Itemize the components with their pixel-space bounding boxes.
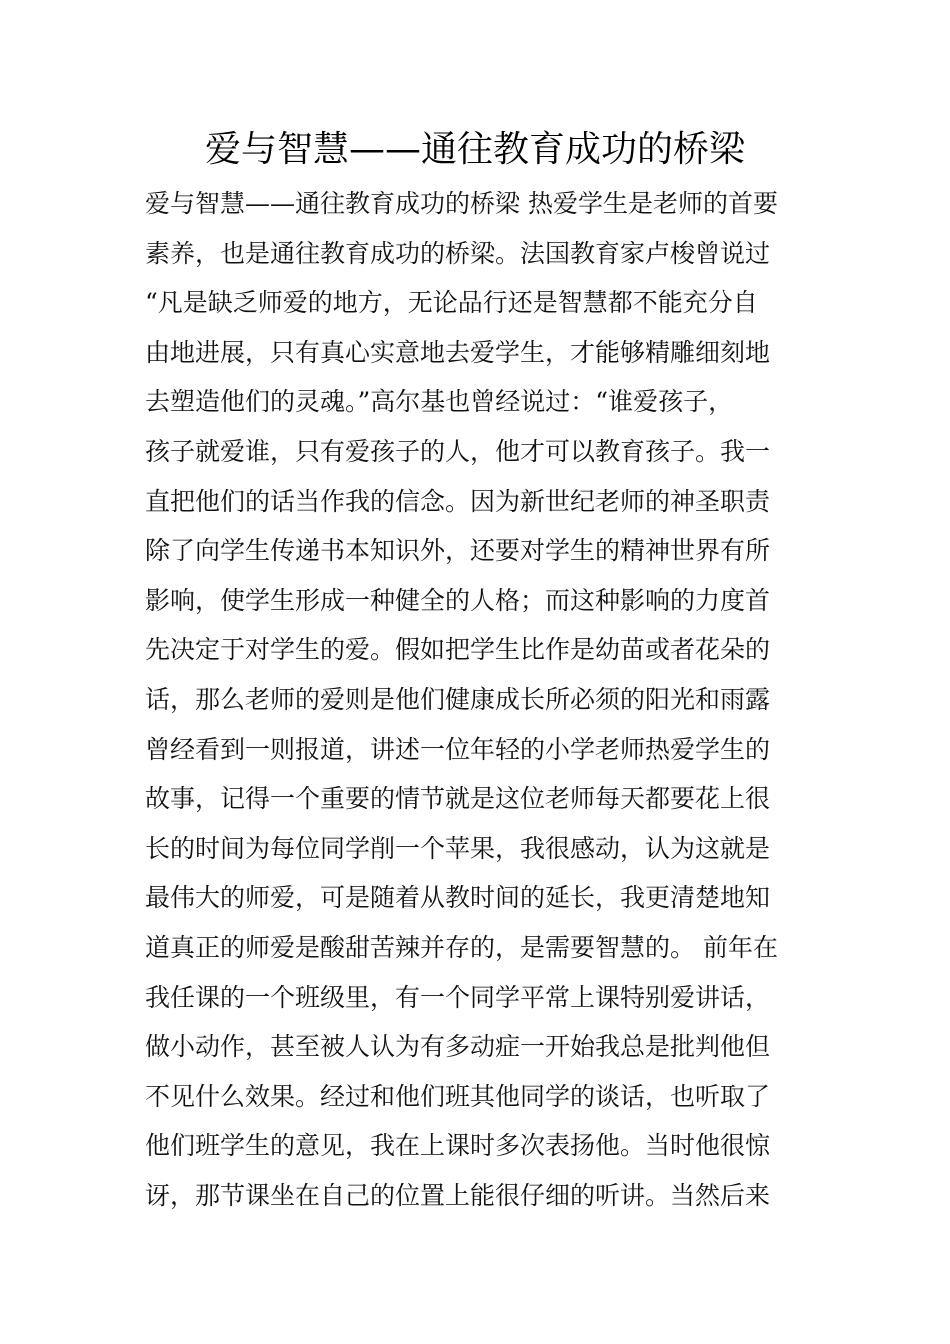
text-line: 故事，记得一个重要的情节就是这位老师每天都要花上很 xyxy=(145,784,771,814)
text-line: 素养，也是通往教育成功的桥梁。法国教育家卢梭曾说过 xyxy=(145,238,771,268)
document-body xyxy=(145,179,810,1220)
text-line: 不见什么效果。经过和他们班其他同学的谈话，也听取了 xyxy=(145,1081,771,1111)
text-line: 道真正的师爱是酸甜苦辣并存的，是需要智慧的。 前年在 xyxy=(145,932,778,962)
document-title: 爱与智慧——通往教育成功的桥梁 xyxy=(204,129,745,170)
text-line: 除了向学生传递书本知识外，还要对学生的精神世界有所 xyxy=(145,536,771,566)
text-line: 影响，使学生形成一种健全的人格；而这种影响的力度首 xyxy=(145,585,771,615)
text-line: 他们班学生的意见，我在上课时多次表扬他。当时他很惊 xyxy=(145,1131,771,1161)
text-line: 直把他们的话当作我的信念。因为新世纪老师的神圣职责 xyxy=(145,486,771,516)
text-line: 最伟大的师爱，可是随着从教时间的延长，我更清楚地知 xyxy=(145,883,771,913)
text-line: 长的时间为每位同学削一个苹果，我很感动，认为这就是 xyxy=(145,833,771,863)
text-line: “凡是缺乏师爱的地方，无论品行还是智慧都不能充分自 xyxy=(145,288,758,318)
text-line: 先决定于对学生的爱。假如把学生比作是幼苗或者花朵的 xyxy=(145,635,771,665)
text-line: 去塑造他们的灵魂。”高尔基也曾经说过：“谁爱孩子， xyxy=(145,387,734,417)
text-line: 做小动作，甚至被人认为有多动症一开始我总是批判他但 xyxy=(145,1032,771,1062)
text-line: 话，那么老师的爱则是他们健康成长所必须的阳光和雨露 xyxy=(145,684,771,714)
text-line: 曾经看到一则报道，讲述一位年轻的小学老师热爱学生的 xyxy=(145,734,771,764)
text-line: 讶，那节课坐在自己的位置上能很仔细的听讲。当然后来 xyxy=(145,1180,771,1210)
text-line: 爱与智慧——通往教育成功的桥梁 热爱学生是老师的首要 xyxy=(145,189,778,218)
text-line: 由地进展，只有真心实意地去爱学生，才能够精雕细刻地 xyxy=(145,337,771,367)
text-line: 我任课的一个班级里，有一个同学平常上课特别爱讲话， xyxy=(145,982,771,1012)
text-line: 孩子就爱谁，只有爱孩子的人，他才可以教育孩子。我一 xyxy=(145,436,771,466)
